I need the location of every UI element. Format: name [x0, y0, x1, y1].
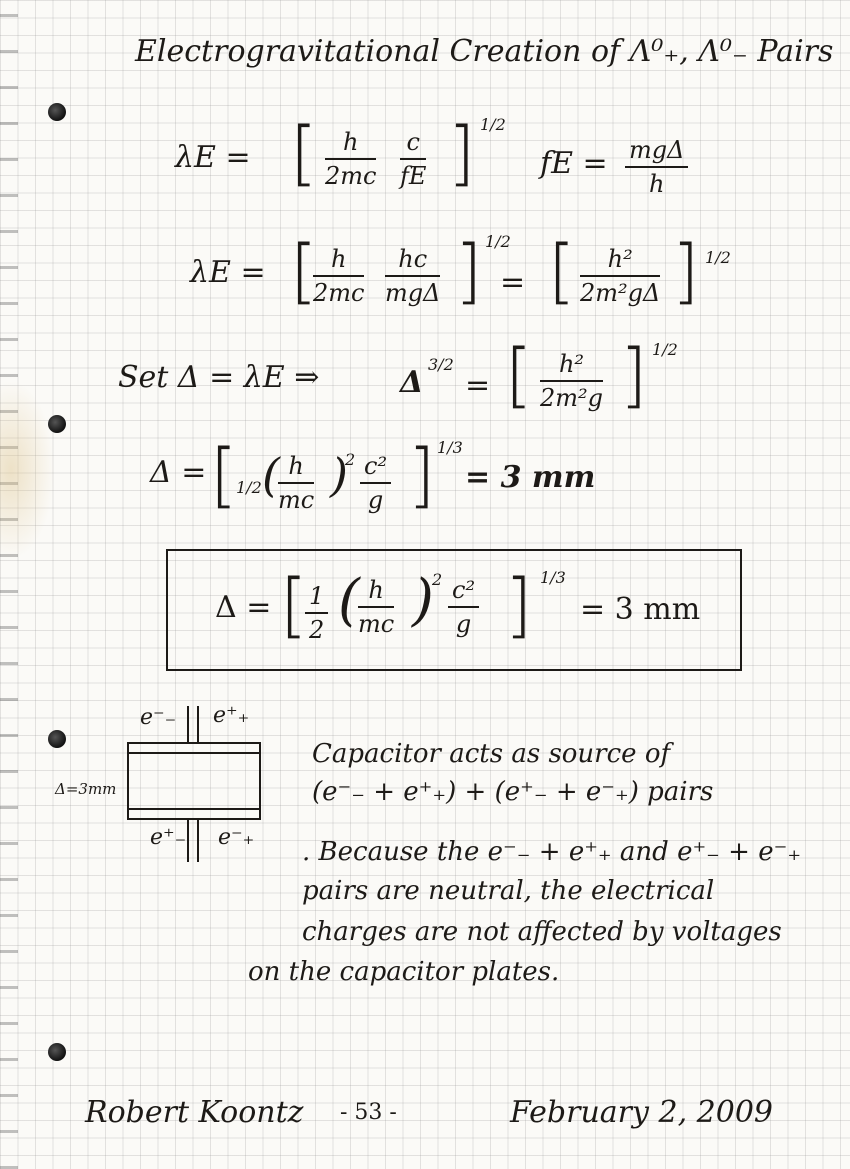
eq2-frac-3-num: h² [580, 245, 660, 277]
punch-hole-2 [48, 415, 66, 433]
eq2-frac-3 [580, 245, 660, 307]
eq4-c-den: g [367, 486, 384, 514]
boxed-h-num: h [358, 576, 394, 608]
eq1-frac-2-den: fE [400, 162, 427, 190]
capacitor-bottom-plate [127, 808, 261, 820]
eq4-paren-right: ) [330, 448, 348, 502]
eq2-bracket-right-2: ] [672, 230, 700, 312]
eq4-exponent: 1/3 [437, 438, 463, 457]
eq2-frac-2 [385, 245, 440, 307]
eq1-frac-2 [400, 128, 426, 190]
diagram-top-left-label: e⁻₋ [140, 705, 177, 730]
eq3-delta-exponent: 3/2 [428, 355, 454, 374]
eq4-h-den: mc [278, 486, 315, 514]
notes-line-3: . Because the e⁻₋ + e⁺₊ and e⁺₋ + e⁻₊ [302, 837, 802, 867]
diagram-wire-top-2 [197, 706, 199, 744]
eq2-lhs: λE = [190, 255, 266, 290]
punch-hole-1 [48, 103, 66, 121]
eq3-frac-den: 2m²g [540, 384, 604, 412]
eq1-fe-frac [625, 136, 688, 198]
eq2-frac-2-den: mgΔ [385, 279, 441, 307]
footer-author: Robert Koontz [85, 1095, 304, 1130]
notes-line-1: Capacitor acts as source of [312, 739, 671, 769]
diagram-wire-bottom-1 [187, 818, 189, 862]
boxed-half-den: 2 [309, 616, 325, 644]
eq4-c-num: c² [360, 452, 391, 484]
boxed-half [305, 582, 328, 644]
boxed-lhs: Δ = [215, 590, 272, 625]
eq1-fe-lhs: fE = [540, 146, 608, 181]
boxed-result-value: = 3 mm [580, 592, 701, 627]
eq4-lhs: Δ = [150, 455, 207, 490]
boxed-exponent: 1/3 [540, 568, 566, 587]
page-title: Electrogravitational Creation of Λ⁰₊, Λ⁰₋ Pairs [135, 34, 834, 69]
eq3-frac [540, 350, 603, 412]
boxed-h-den: mc [358, 610, 395, 638]
notes-line-4: pairs are neutral, the electrical [302, 876, 715, 906]
eq4-h-frac [278, 452, 314, 514]
notes-line-5: charges are not affected by voltages [302, 917, 782, 947]
diagram-wire-bottom-2 [197, 818, 199, 862]
boxed-bracket-left: [ [280, 564, 308, 646]
eq2-frac-1 [313, 245, 364, 307]
boxed-c-den: g [455, 610, 472, 638]
diagram-bottom-right-label: e⁻₊ [218, 825, 255, 850]
eq4-h-num: h [278, 452, 314, 484]
eq2-bracket-left: [ [290, 230, 318, 312]
eq2-exponent-2: 1/2 [705, 248, 731, 267]
notes-line-6: on the capacitor plates. [248, 957, 560, 987]
notes-line-2: (e⁻₋ + e⁺₊) + (e⁺₋ + e⁻₊) pairs [312, 777, 714, 807]
boxed-c-num: c² [448, 576, 479, 608]
eq4-c-frac [360, 452, 391, 514]
eq1-exponent: 1/2 [480, 115, 506, 134]
boxed-bracket-right: ] [505, 564, 533, 646]
punch-hole-4 [48, 1043, 66, 1061]
spiral-binding [0, 0, 18, 1169]
boxed-paren-right: ) [412, 568, 434, 633]
eq4-half: 1/2 [236, 478, 262, 497]
eq2-bracket-right: ] [455, 230, 483, 312]
eq1-fe-den: h [648, 170, 665, 198]
eq3-bracket-left: [ [505, 334, 533, 416]
capacitor-gap [127, 748, 261, 810]
boxed-paren-left: ( [338, 568, 360, 633]
eq4-bracket-right: ] [408, 434, 436, 516]
diagram-wire-top-1 [187, 706, 189, 744]
eq1-frac-2-num: c [400, 128, 426, 160]
eq2-exponent: 1/2 [485, 232, 511, 251]
punch-hole-3 [48, 730, 66, 748]
eq1-bracket-right: ] [448, 112, 476, 194]
boxed-c-frac [448, 576, 479, 638]
eq2-frac-1-num: h [313, 245, 364, 277]
eq2-frac-1-den: 2mc [313, 279, 365, 307]
eq3-exponent: 1/2 [652, 340, 678, 359]
eq1-fe-num: mgΔ [625, 136, 688, 168]
eq3-delta: Δ [400, 365, 424, 400]
footer-date: February 2, 2009 [510, 1095, 774, 1130]
eq4-square: 2 [345, 450, 356, 469]
eq3-equals: = [465, 368, 491, 403]
diagram-top-right-label: e⁺₊ [213, 703, 250, 728]
footer-page-number: - 53 - [340, 1100, 397, 1125]
eq1-bracket-left: [ [290, 112, 318, 194]
eq4-paren-left: ( [262, 448, 280, 502]
eq3-bracket-right: ] [620, 334, 648, 416]
eq2-frac-2-num: hc [385, 245, 440, 277]
eq1-frac-1-num: h [325, 128, 376, 160]
paper-stain [0, 380, 55, 560]
boxed-h-frac [358, 576, 394, 638]
diagram-bottom-left-label: e⁺₋ [150, 825, 187, 850]
eq4-bracket-left: [ [210, 434, 238, 516]
boxed-half-num: 1 [305, 582, 328, 614]
eq1-frac-1 [325, 128, 376, 190]
diagram-gap-label: Δ=3mm [55, 780, 117, 798]
eq1-frac-1-den: 2mc [325, 162, 377, 190]
eq4-result: = 3 mm [465, 460, 596, 495]
eq2-frac-3-den: 2m²gΔ [580, 279, 661, 307]
boxed-square: 2 [432, 570, 443, 589]
eq2-bracket-left-2: [ [548, 230, 576, 312]
eq3-frac-num: h² [540, 350, 603, 382]
eq3-set-text: Set Δ = λE ⇒ [118, 360, 320, 395]
eq2-equals: = [500, 265, 526, 300]
eq1-lhs: λE = [175, 140, 251, 175]
